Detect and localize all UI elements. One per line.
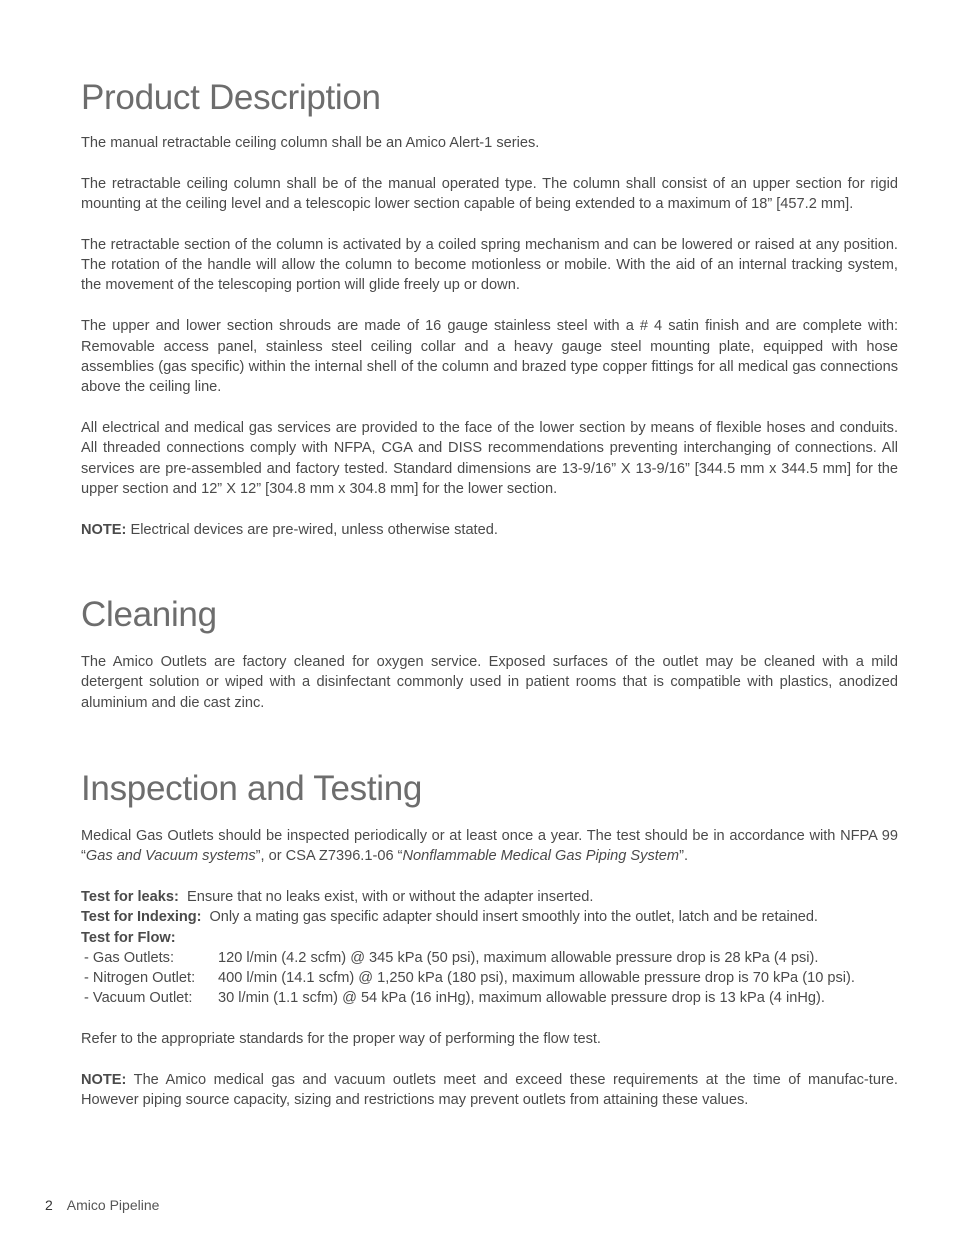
- flow-row-value: 120 l/min (4.2 scfm) @ 345 kPa (50 psi), maximum allowable pressure drop is 28 kPa (4 psi).: [218, 949, 819, 966]
- flow-row-value: 400 l/min (14.1 scfm) @ 1,250 kPa (180 psi), maximum allowable pressure drop is 70 kPa (10 psi).: [218, 970, 855, 987]
- cleaning-paragraph: The Amico Outlets are factory cleaned for oxygen service. Exposed surfaces of the outlet may be cleaned with a mild detergent solution or wiped with a disinfectant commonly used in patient rooms that is compatible with plastics, anodized aluminium and die cast zinc.: [81, 653, 898, 711]
- product-description-heading: Product Description: [81, 78, 381, 117]
- inspection-note-label: NOTE:: [81, 1072, 127, 1089]
- test-indexing-label: Test for Indexing:: [81, 909, 202, 926]
- page-footer: [45, 1197, 159, 1213]
- flow-row-gas: [81, 948, 898, 968]
- product-note: [81, 520, 898, 540]
- inspection-text-c: ”, or CSA Z7396.1-06 “: [255, 848, 403, 865]
- test-indexing-text: Only a mating gas specific adapter should insert smoothly into the outlet, latch and be retained.: [201, 909, 818, 926]
- nfpa-title: Gas and Vacuum systems: [85, 848, 256, 865]
- page-content: [81, 0, 898, 1111]
- csa-title: Nonflammable Medical Gas Piping System: [402, 848, 680, 865]
- cleaning-heading: Cleaning: [81, 594, 217, 634]
- test-leaks-label: Test for leaks:: [81, 888, 179, 905]
- flow-row-label: - Nitrogen Outlet:: [84, 970, 196, 987]
- inspection-text-e: ”.: [679, 848, 689, 865]
- product-paragraph-5: All electrical and medical gas services are provided to the face of the lower section by means of flexible hoses and conduits. All threaded connections comply with NFPA, CGA and DISS recommendations preventing interchanging of connections. All services are pre-assembled and factory tested. Standard dimensions are 13-9/16” X 13-9/16” [344.5 mm x 344.5 mm] for the upper section and 12” X 12” [304.8 mm x 304.8 mm] for the lower section.: [81, 419, 898, 497]
- inspection-note-text: The Amico medical gas and vacuum outlets meet and exceed these requirements at the time of manufac-ture. However piping source capacity, sizing and restrictions may prevent outlets from attaining these values.: [81, 1072, 898, 1109]
- page-number: 2: [45, 1197, 53, 1213]
- flow-row-vacuum: [81, 988, 898, 1008]
- flow-row-value: 30 l/min (1.1 scfm) @ 54 kPa (16 inHg), maximum allowable pressure drop is 13 kPa (4 inHg).: [218, 990, 825, 1007]
- inspection-paragraph: [81, 826, 898, 867]
- test-flow-heading: Test for Flow:: [81, 929, 176, 946]
- flow-row-label: - Vacuum Outlet:: [84, 990, 193, 1007]
- flow-row-nitrogen: [81, 968, 898, 988]
- inspection-heading: Inspection and Testing: [81, 768, 423, 808]
- test-indexing: [81, 907, 898, 927]
- inspection-text-a: Medical Gas Outlets should be inspected periodically or at least once a year. The test should be in accordance with NFPA 99 “: [81, 827, 898, 865]
- product-paragraph-3: The retractable section of the column is activated by a coiled spring mechanism and can be lowered or raised at any position. The rotation of the handle will allow the column to become motionless or mobile. With the aid of an internal tracking system, the movement of the telescoping portion will glide freely up or down.: [81, 236, 898, 294]
- footer-doc-title: Amico Pipeline: [66, 1197, 160, 1213]
- test-flow-label: [81, 928, 898, 948]
- inspection-note: [81, 1070, 898, 1111]
- product-paragraph-2: The retractable ceiling column shall be of the manual operated type. The column shall consist of an upper section for rigid mounting at the ceiling level and a telescopic lower section capable of being extended to a maximum of 18” [457.2 mm].: [81, 175, 898, 213]
- test-leaks-text: Ensure that no leaks exist, with or without the adapter inserted.: [178, 888, 594, 905]
- product-paragraph-4: The upper and lower section shrouds are made of 16 gauge stainless steel with a # 4 satin finish and are complete with: Removable access panel, stainless steel ceiling collar and a heavy gauge steel mounting plate, equipped with hose assemblies (gas specific) within the internal shell of the column and brazed type copper fittings for all medical gas connections above the ceiling line.: [81, 318, 898, 396]
- refer-paragraph: Refer to the appropriate standards for the proper way of performing the flow test.: [81, 1031, 601, 1048]
- flow-row-label: - Gas Outlets:: [84, 949, 175, 966]
- product-note-text: Electrical devices are pre-wired, unless otherwise stated.: [126, 521, 498, 538]
- product-note-label: NOTE:: [81, 521, 127, 538]
- product-paragraph-1: The manual retractable ceiling column shall be an Amico Alert-1 series.: [81, 135, 540, 151]
- test-leaks: [81, 887, 898, 907]
